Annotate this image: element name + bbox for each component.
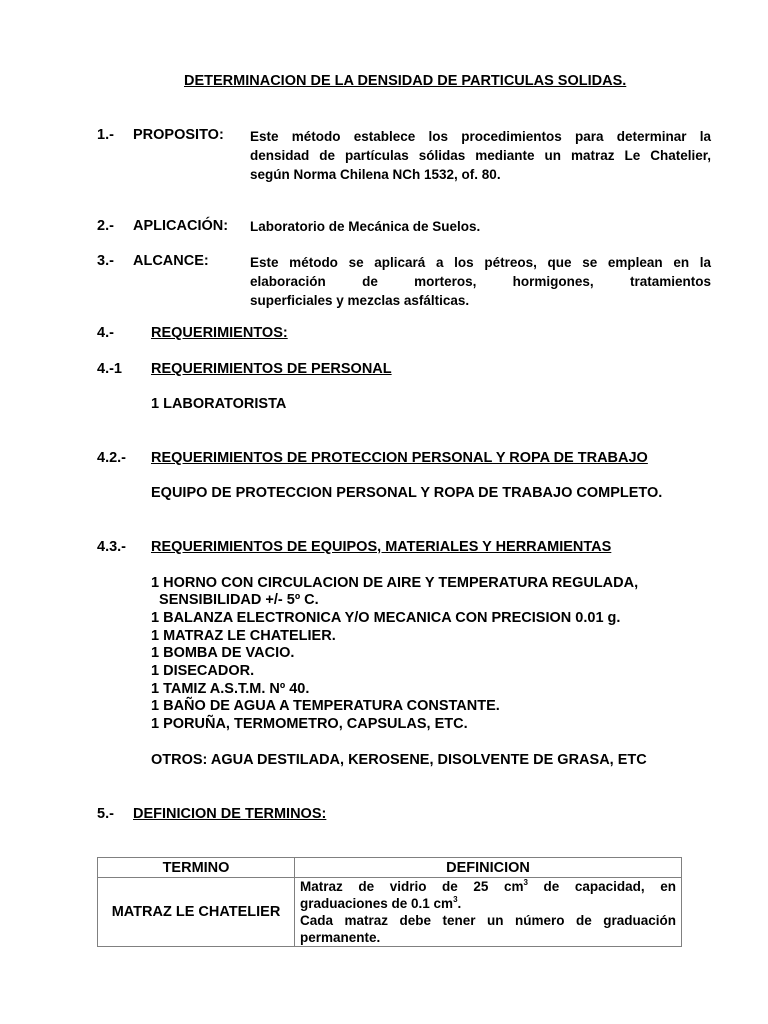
section-2-label: APLICACIÓN: [133,218,229,234]
definitions-table [97,857,682,947]
section-5-number: 5.- [97,806,114,822]
section-3-text [250,253,711,310]
equipment-item: 1 BAÑO DE AGUA A TEMPERATURA CONSTANTE. [151,698,500,714]
definition-line: Cada matraz debe tener un número de graduación [300,913,676,928]
section-4-2-number: 4.2.- [97,450,127,466]
section-3-line: elaboración de morteros, hormigones, tratamientos [250,274,711,289]
section-4-1-heading: REQUERIMIENTOS DE PERSONAL [151,361,392,377]
section-3-line: Este método se aplicará a los pétreos, que se emplean en la [250,255,711,270]
section-4-heading: REQUERIMIENTOS: [151,325,288,341]
section-4-3-heading: REQUERIMIENTOS DE EQUIPOS, MATERIALES Y HERRAMIENTAS [151,539,612,555]
definition-cell [295,878,682,947]
other-materials: OTROS: AGUA DESTILADA, KEROSENE, DISOLVENTE DE GRASA, ETC [151,752,647,768]
definition-line [300,895,676,912]
section-4-2-body: EQUIPO DE PROTECCION PERSONAL Y ROPA DE TRABAJO COMPLETO. [151,485,663,501]
section-4-1-body: 1 LABORATORISTA [151,396,287,412]
section-3-label: ALCANCE: [133,253,209,269]
section-4-3-number: 4.3.- [97,539,127,555]
column-header-term: TERMINO [98,858,295,878]
section-4-number: 4.- [97,325,114,341]
definition-text: de capacidad, en [527,879,677,894]
section-1-line: según Norma Chilena NCh 1532, of. 80. [250,167,501,182]
section-1-text [250,127,711,184]
definition-text: Matraz de vidrio de 25 cm [300,879,524,894]
section-2-text: Laboratorio de Mecánica de Suelos. [250,219,481,234]
section-3-number: 3.- [97,253,114,269]
section-1-number: 1.- [97,127,114,143]
table-row [98,878,682,947]
section-4-2-heading: REQUERIMIENTOS DE PROTECCION PERSONAL Y ROPA DE TRABAJO [151,450,648,466]
equipment-item: 1 BOMBA DE VACIO. [151,645,295,661]
section-2-number: 2.- [97,218,114,234]
column-header-definition: DEFINICION [295,858,682,878]
term-cell: MATRAZ LE CHATELIER [98,878,295,947]
section-3-line: superficiales y mezclas asfálticas. [250,293,470,308]
equipment-item: 1 TAMIZ A.S.T.M. Nº 40. [151,681,310,697]
table-header-row [98,858,682,878]
definition-text: graduaciones de 0.1 cm [300,896,454,911]
section-1-line: densidad de partículas sólidas mediante un matraz Le Chatelier, [250,148,711,163]
section-4-1-number: 4.-1 [97,361,122,377]
definition-text: . [457,896,462,911]
definition-line: permanente. [300,930,381,945]
equipment-item: 1 DISECADOR. [151,663,255,679]
equipment-item: 1 MATRAZ LE CHATELIER. [151,628,336,644]
equipment-item: SENSIBILIDAD +/- 5º C. [151,592,319,608]
section-1-label: PROPOSITO: [133,127,224,143]
section-1-line: Este método establece los procedimientos para determinar la [250,129,711,144]
equipment-item: 1 PORUÑA, TERMOMETRO, CAPSULAS, ETC. [151,716,468,732]
document-title: DETERMINACION DE LA DENSIDAD DE PARTICULAS SOLIDAS. [184,73,627,89]
section-5-heading: DEFINICION DE TERMINOS: [133,806,327,822]
superscript: 3 [523,878,528,887]
definition-line [300,878,676,895]
superscript: 3 [453,895,458,904]
equipment-item: 1 HORNO CON CIRCULACION DE AIRE Y TEMPERATURA REGULADA, [151,575,639,591]
equipment-item: 1 BALANZA ELECTRONICA Y/O MECANICA CON PRECISION 0.01 g. [151,610,621,626]
